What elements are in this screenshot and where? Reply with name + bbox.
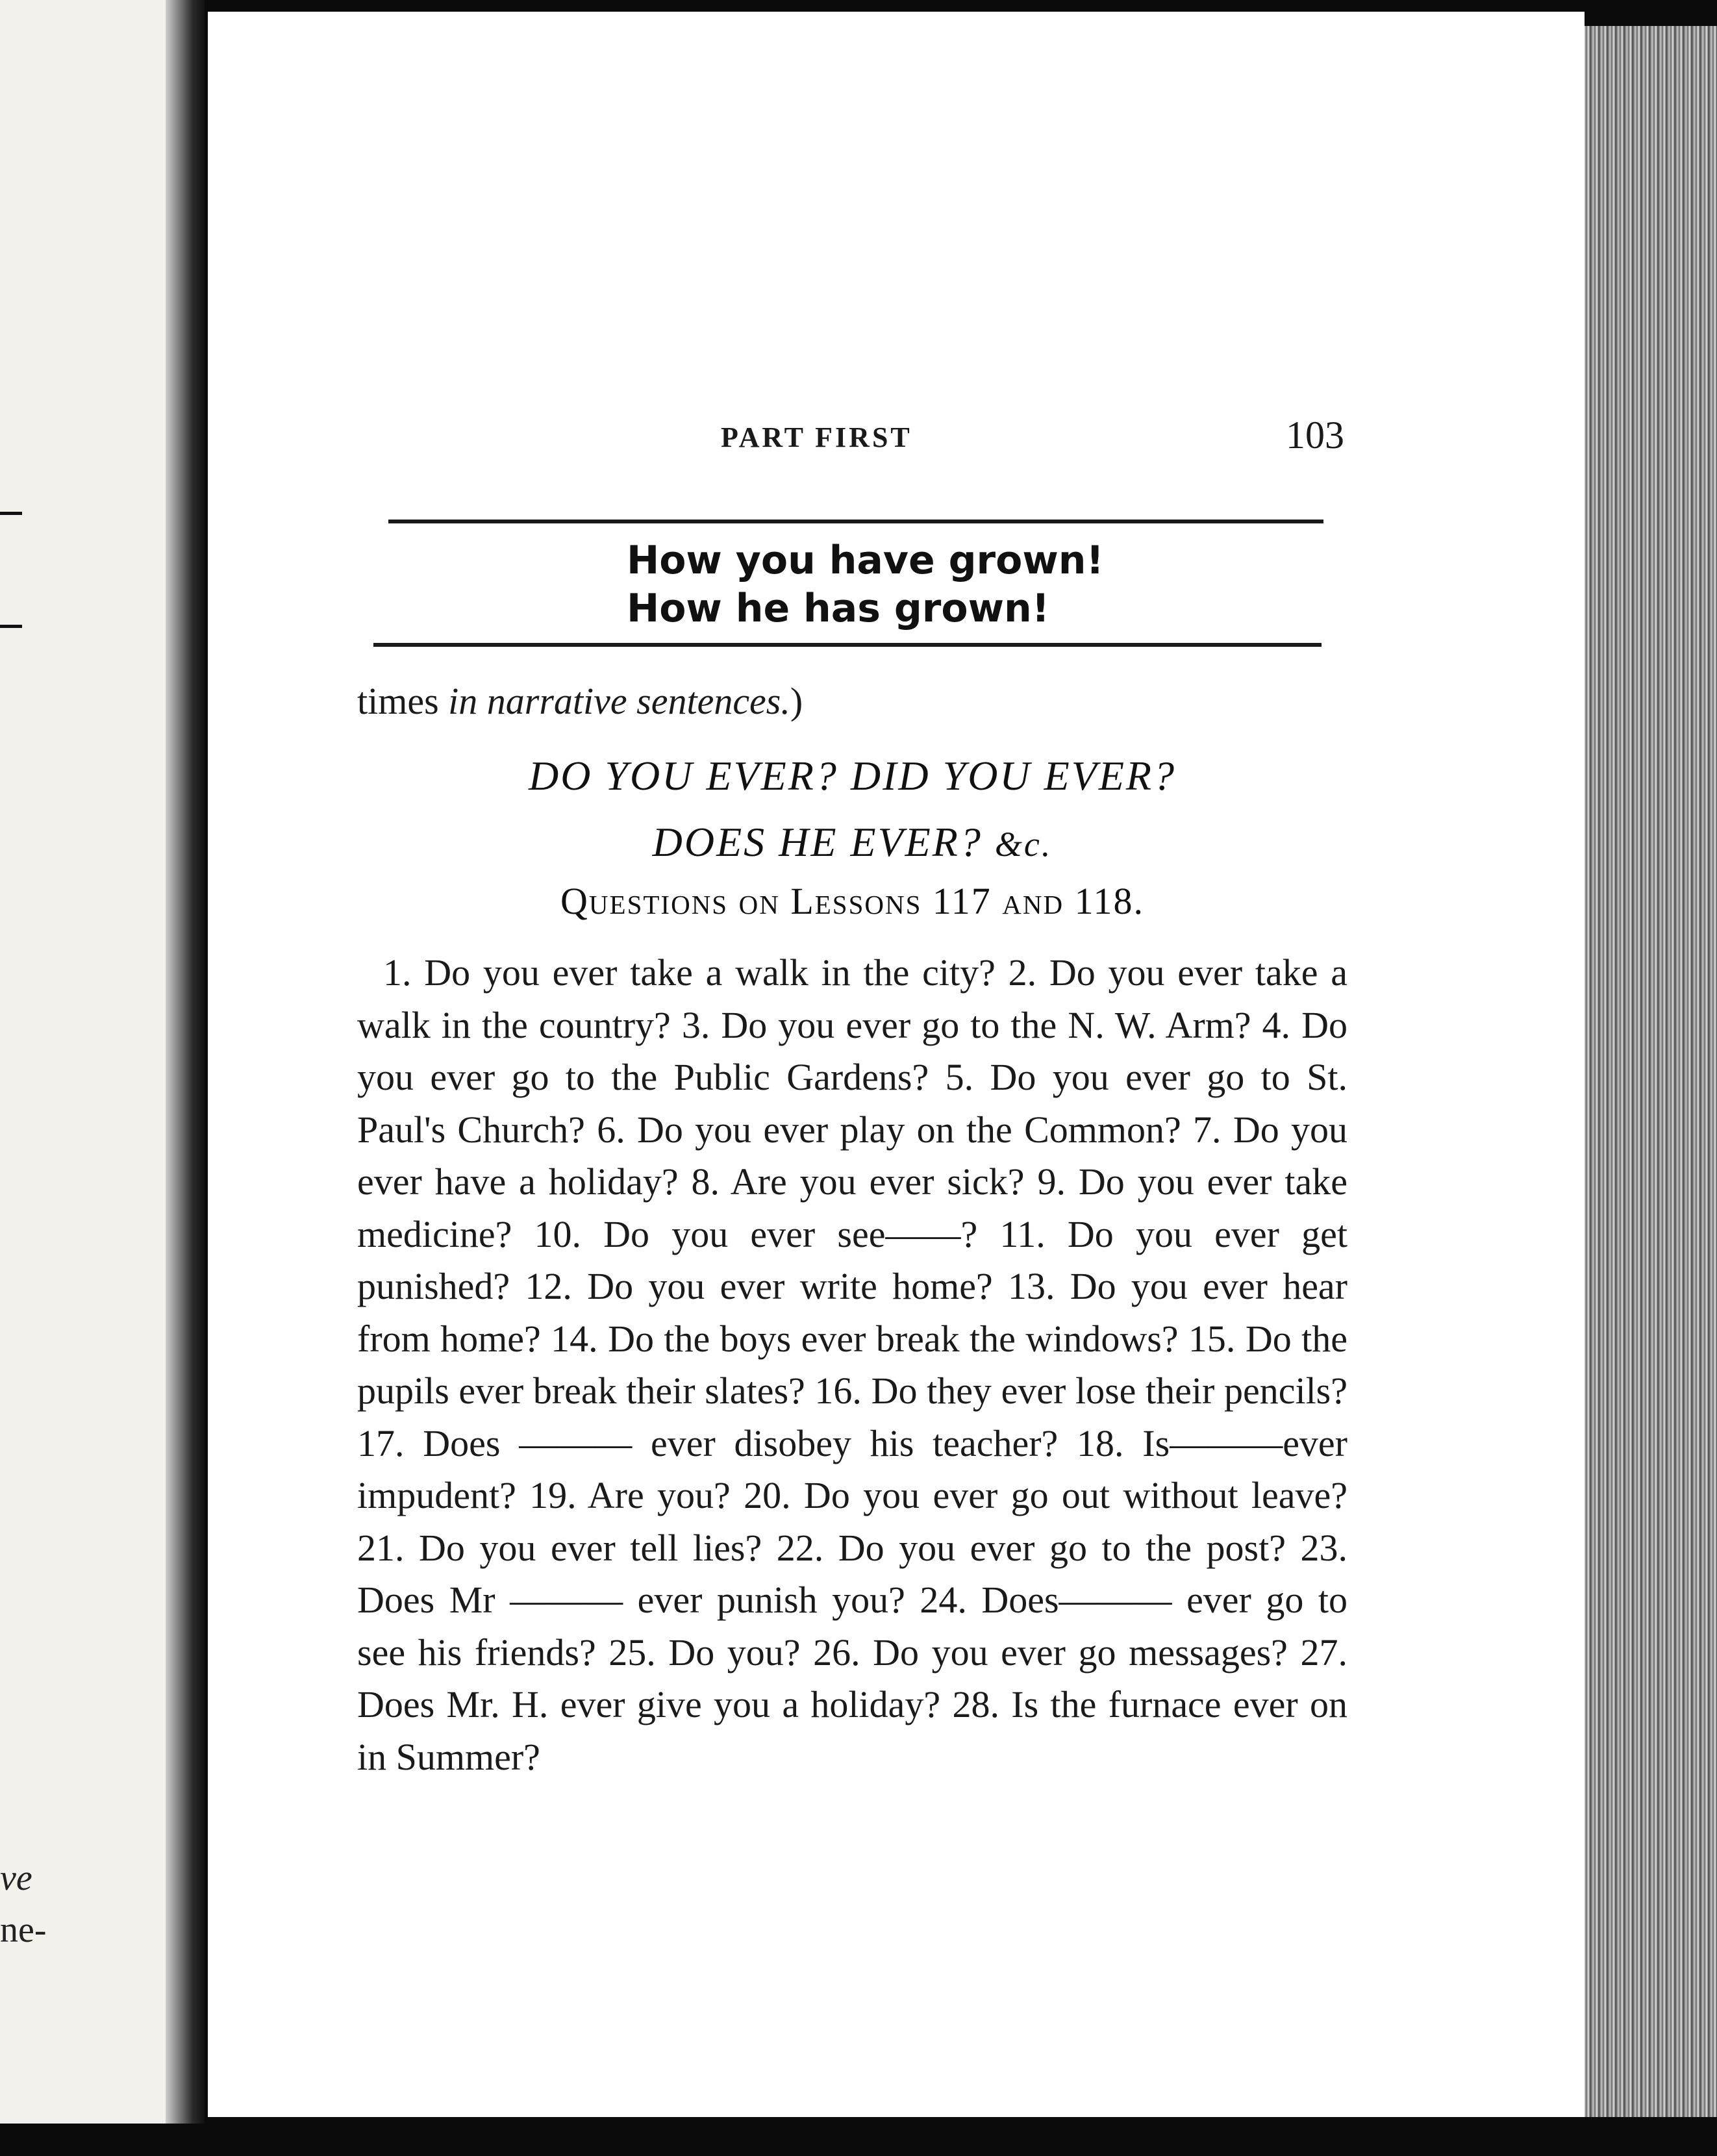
left-page-fragment: ne-: [0, 1910, 47, 1950]
section-title-line-1: DO YOU EVER? DID YOU EVER?: [529, 753, 1176, 799]
banner-bottom-rule: [373, 643, 1322, 647]
left-page-rule-mark: [0, 625, 22, 628]
page-number: 103: [1286, 414, 1344, 457]
banner-line-2: How he has grown!: [627, 586, 1050, 631]
section-title-suffix: &c.: [994, 825, 1053, 864]
book-gutter: [166, 0, 205, 2124]
banner-top-rule: [388, 520, 1323, 523]
left-page-rule-mark: [0, 512, 22, 515]
continuation-plain: times: [357, 680, 449, 722]
continuation-italic: in narrative sentences.: [448, 680, 790, 722]
left-page: [0, 0, 188, 2124]
questions-paragraph: 1. Do you ever take a walk in the city? 2. Do you ever take a walk in the country? 3. Do you ever go to the N. W. Arm? 4. Do you ever go to the Public Gardens? 5. Do you ever go to St. Paul's Church? 6. Do you ever play on the Common? 7. Do you ever have a holiday? 8. Are you ever sick? 9. Do you ever take medicine? 10. Do you ever see——? 11. Do you ever get punished? 12. Do you ever write home? 13. Do you ever hear from home? 14. Do the boys ever break the windows? 15. Do the pupils ever break their slates? 16. Do they ever lose their pencils? 17. Does ——— ever disobey his teacher? 18. Is———ever impudent? 19. Are you? 20. Do you ever go out without leave? 21. Do you ever tell lies? 22. Do you ever go to the post? 23. Does Mr ——— ever punish you? 24. Does——— ever go to see his friends? 25. Do you? 26. Do you ever go messages? 27. Does Mr. H. ever give you a holiday? 28. Is the furnace ever on in Summer?: [357, 951, 1347, 1778]
section-title-main: DOES HE EVER?: [652, 819, 983, 865]
section-subtitle: Questions on Lessons 117 and 118.: [560, 880, 1144, 922]
section-title-line-2: [357, 818, 1347, 866]
left-page-fragment: ve: [0, 1858, 32, 1898]
continuation-line: [357, 679, 1347, 723]
scan-border: [0, 2124, 1717, 2156]
continuation-close: ): [790, 680, 803, 722]
banner-heading: [627, 536, 1104, 633]
page-edges: [1585, 26, 1717, 2117]
running-head: PART FIRST: [721, 421, 912, 453]
banner-line-1: How you have grown!: [627, 538, 1104, 583]
